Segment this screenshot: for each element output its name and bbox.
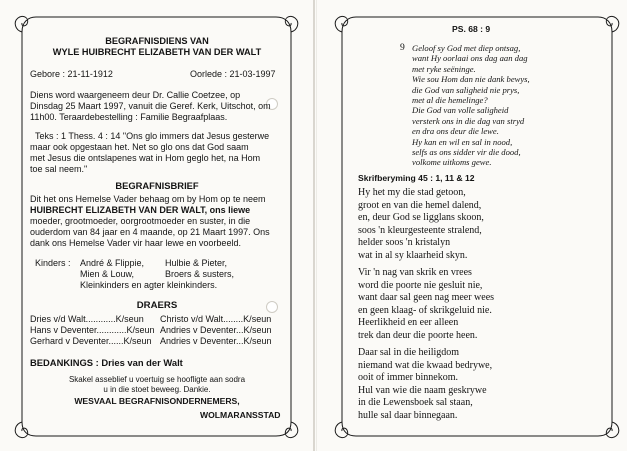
headlights-notice: u in die stoet beweeg. Dankie.: [103, 385, 211, 394]
hymn-line: helder soos 'n kristalyn: [358, 237, 451, 249]
psalm-line: versterk ons in die dag van stryd: [412, 115, 525, 126]
undertaker-name: WESVAAL BEGRAFNISONDERNEMERS,: [74, 396, 240, 406]
hymn-line: wat in al sy klaarheid skyn.: [358, 250, 468, 261]
scroll-corner-icon: [335, 16, 356, 32]
hymn-line: want daar sal geen nag meer wees: [358, 292, 495, 304]
undertaker-town: WOLMARANSSTAD: [200, 410, 281, 420]
bearer-entry: Dries v/d Walt............K/seun: [30, 314, 144, 324]
scripture-text-line: maar ook opgestaan het. Net so glo ons dat God saam: [30, 142, 249, 152]
obituary-line: HUIBRECHT ELIZABETH VAN DER WALT, ons liewe: [30, 205, 251, 215]
deceased-name-heading: WYLE HUIBRECHT ELIZABETH VAN DER WALT: [52, 47, 262, 57]
death-date: Oorlede : 21-03-1997: [190, 69, 276, 79]
children-entry: Kleinkinders en agter kleinkinders.: [80, 280, 218, 290]
psalm-line: Geloof sy God met diep ontsag,: [412, 43, 521, 53]
obituary-line: Dit het ons Hemelse Vader behaag om by Hom op te neem: [30, 194, 266, 204]
psalm-line: want Hy oorlaai ons dag aan dag: [412, 53, 528, 64]
hymn-line: ooit of immer binnekom.: [358, 372, 458, 384]
psalm-line: Hy kan en wil en sal in nood,: [412, 136, 513, 147]
obituary-line: ouderdom van 84 jaar en 4 maande, op 21 Maart 1997. Ons: [30, 227, 270, 237]
hymn-line: en, deur God se ligglans skoon,: [358, 212, 484, 224]
children-entry: Broers & susters,: [165, 269, 235, 279]
hymn-line: trek dan deur die poorte heen.: [358, 330, 478, 341]
headlights-notice: Skakel asseblief u voertuig se hoofligte aan sodra: [68, 375, 246, 384]
children-entry: André & Flippie,: [80, 258, 145, 268]
scroll-corner-icon: [335, 422, 356, 438]
service-line: Dinsdag 25 Maart 1997, vanuit die Geref. Kerk, Uitschot, om: [30, 101, 271, 111]
psalm-line: Wie sou Hom dan nie dank bewys,: [412, 74, 530, 85]
hymn-line: soos 'n kleurgesteente stralend,: [358, 224, 482, 236]
obituary-line: dank ons Hemelse Vader vir haar lewe en voorbeeld.: [30, 238, 241, 248]
hymn-line: en geen klaag- of skrikgeluid nie.: [358, 304, 492, 316]
scroll-corner-icon: [276, 422, 298, 438]
bearer-entry: Hans v Deventer............K/seun: [30, 325, 155, 335]
bearer-entry: Andries v Deventer...K/seun: [160, 325, 272, 335]
scripture-rhyme-reference: Skrifberyming 45 : 1, 11 & 12: [358, 173, 475, 183]
children-label: Kinders :: [35, 258, 71, 268]
psalm-line: met ryke seëninge.: [412, 63, 476, 74]
psalm-line: selfs as ons sidder vir die dood,: [412, 147, 521, 157]
service-line: Diens word waargeneem deur Dr. Callie Coetzee, op: [30, 90, 241, 100]
scripture-text-line: met Jesus die ontslapenes wat in Hom geglo het, na Hom: [30, 153, 261, 163]
psalm-reference: PS. 68 : 9: [452, 24, 491, 34]
hymn-line: Vir 'n nag van skrik en vrees: [358, 267, 472, 278]
hymn-line: hulle sal daar binnegaan.: [358, 410, 458, 421]
scripture-text-line: Teks : 1 Thess. 4 : 14 "Ons glo immers dat Jesus gesterwe: [35, 131, 270, 141]
psalm-line: volkome uitkoms gewe.: [412, 157, 492, 168]
children-entry: Mien & Louw,: [80, 269, 135, 279]
birth-date: Gebore : 21-11-1912: [30, 69, 113, 79]
service-heading: BEGRAFNISDIENS VAN: [105, 36, 209, 46]
hymn-line: Hy het my die stad getoon,: [358, 187, 466, 198]
scroll-corner-icon: [15, 16, 36, 32]
verse-number: 9: [400, 42, 405, 53]
obituary-heading: BEGRAFNISBRIEF: [115, 180, 199, 191]
service-line: 11h00. Teraardebestelling : Familie Begraafplaas.: [30, 112, 228, 122]
psalm-line: en dra ons deur die lewe.: [412, 126, 499, 137]
scroll-corner-icon: [15, 422, 36, 438]
hymn-line: Heerlikheid en eer alleen: [358, 317, 459, 329]
hymn-line: groot en van die hemel dalend,: [358, 199, 482, 211]
obituary-line: moeder, grootmoeder, oorgrootmoeder en suster, in die: [30, 216, 251, 226]
scripture-text-line: toe sal neem.": [30, 164, 88, 174]
hymn-line: Daar sal in die heiligdom: [358, 347, 460, 358]
scroll-corner-icon: [598, 16, 619, 32]
scroll-corner-icon: [276, 16, 298, 32]
bearer-entry: Andries v Deventer...K/seun: [160, 336, 272, 346]
hymn-line: niemand wat die kwaad bedrywe,: [358, 359, 493, 371]
bearer-entry: Christo v/d Walt........K/seun: [160, 314, 272, 324]
psalm-line: met al die hemelinge?: [412, 95, 488, 105]
hymn-line: in die Lewensboek sal staan,: [358, 397, 473, 409]
psalm-line: die God van saligheid nie prys,: [412, 84, 520, 95]
scroll-corner-icon: [598, 422, 619, 438]
bearers-heading: DRAERS: [136, 300, 178, 311]
psalm-line: Die God van volle saligheid: [412, 105, 509, 116]
thanks-line: BEDANKINGS : Dries van der Walt: [30, 357, 183, 368]
hymn-line: Hul van wie die naam geskrywe: [358, 384, 487, 396]
bearer-entry: Gerhard v Deventer......K/seun: [30, 336, 152, 346]
children-entry: Hulbie & Pieter,: [165, 258, 228, 268]
hymn-line: word die poorte nie gesluit nie,: [358, 279, 483, 291]
